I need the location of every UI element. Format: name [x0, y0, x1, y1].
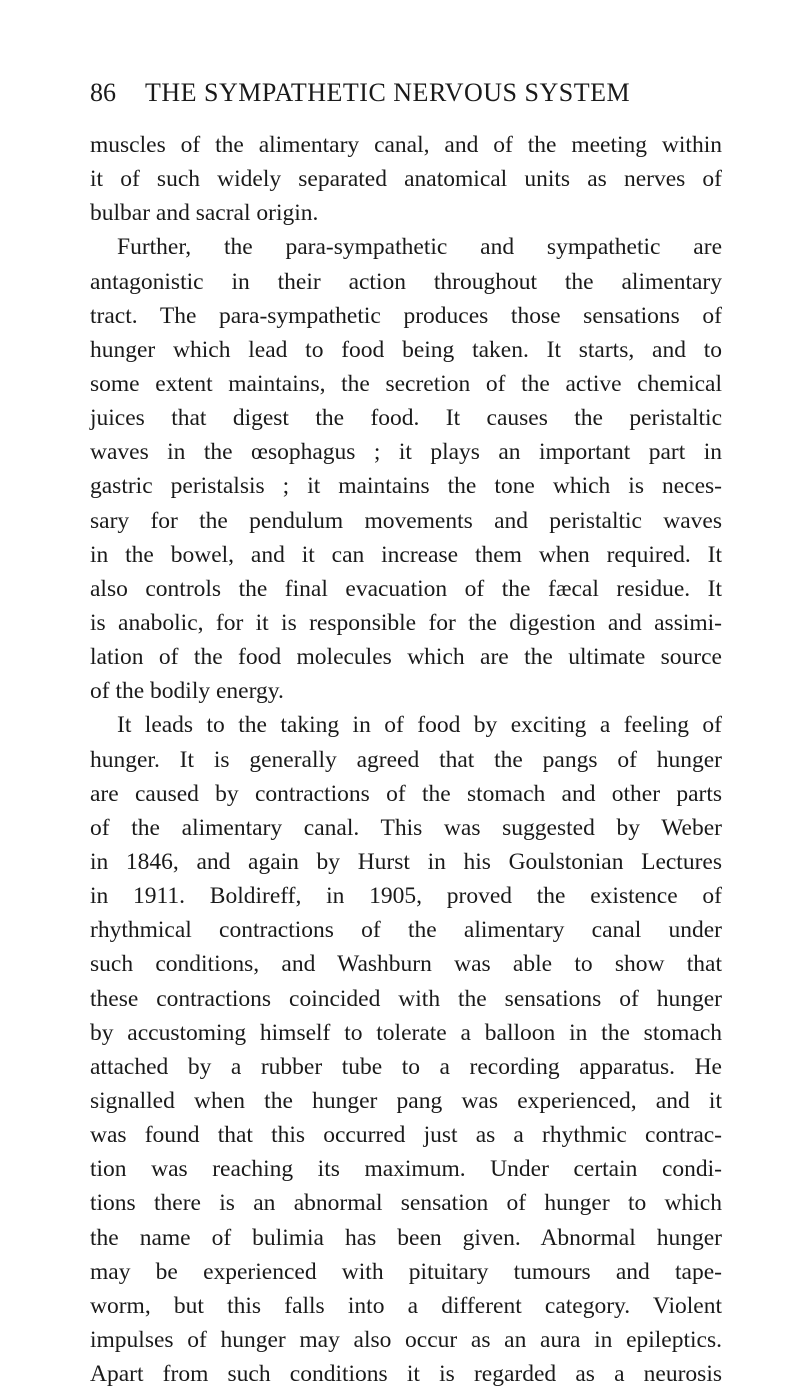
text-line: waves in the œsophagus ; it plays an important part in	[90, 439, 722, 466]
running-head	[90, 76, 720, 110]
text-line: bulbar and sacral origin.	[90, 200, 319, 227]
text-line: muscles of the alimentary canal, and of the meeting within	[90, 132, 722, 158]
text-line: sary for the pendulum movements and peristaltic waves	[90, 507, 722, 534]
text-line: Apart from such conditions it is regarded as a neurosis	[90, 1361, 722, 1388]
text-line: of the bodily energy.	[90, 678, 284, 705]
body-text	[90, 128, 722, 1391]
text-line: in the bowel, and it can increase them when required. It	[90, 541, 722, 568]
text-line: signalled when the hunger pang was experienced, and it	[90, 1087, 722, 1114]
text-line: tions there is an abnormal sensation of hunger to which	[90, 1190, 722, 1217]
running-title: THE SYMPATHETIC NERVOUS SYSTEM	[145, 78, 631, 107]
text-line: is anabolic, for it is responsible for the digestion and assimi-	[90, 609, 722, 636]
page-number: 86	[90, 78, 116, 107]
text-line: are caused by contractions of the stomach and other parts	[90, 780, 722, 807]
text-line: was found that this occurred just as a rhythmic contrac-	[90, 1122, 722, 1149]
text-line: tion was reaching its maximum. Under certain condi-	[90, 1156, 722, 1183]
text-line: hunger. It is generally agreed that the pangs of hunger	[90, 746, 722, 773]
text-line: lation of the food molecules which are the ultimate source	[90, 644, 722, 671]
text-line: hunger which lead to food being taken. It starts, and to	[90, 336, 722, 363]
text-line: tract. The para-sympathetic produces those sensations of	[90, 302, 722, 329]
text-line: in 1846, and again by Hurst in his Goulstonian Lectures	[90, 848, 722, 875]
text-line: also controls the final evacuation of the fæcal residue. It	[90, 575, 722, 602]
text-line: it of such widely separated anatomical units as nerves of	[90, 166, 722, 193]
text-line: by accustoming himself to tolerate a balloon in the stomach	[90, 1019, 722, 1046]
text-line: in 1911. Boldireff, in 1905, proved the existence of	[90, 883, 722, 910]
text-line: gastric peristalsis ; it maintains the tone which is neces-	[90, 473, 722, 500]
text-line: impulses of hunger may also occur as an aura in epileptics.	[90, 1326, 722, 1353]
text-line: the name of bulimia has been given. Abnormal hunger	[90, 1224, 722, 1251]
text-line: Further, the para-sympathetic and sympathetic are	[117, 234, 722, 261]
text-line: these contractions coincided with the sensations of hunger	[90, 985, 722, 1012]
text-line: It leads to the taking in of food by exciting a feeling of	[117, 712, 722, 739]
text-line: some extent maintains, the secretion of the active chemical	[90, 370, 722, 397]
text-line: may be experienced with pituitary tumours and tape-	[90, 1258, 722, 1285]
text-line: rhythmical contractions of the alimentary canal under	[90, 917, 722, 944]
text-line: juices that digest the food. It causes the peristaltic	[90, 405, 722, 432]
text-line: worm, but this falls into a different category. Violent	[90, 1292, 722, 1319]
text-line: of the alimentary canal. This was suggested by Weber	[90, 814, 722, 841]
text-line: such conditions, and Washburn was able to show that	[90, 951, 722, 978]
text-line: antagonistic in their action throughout the alimentary	[90, 268, 722, 295]
text-line: attached by a rubber tube to a recording apparatus. He	[90, 1053, 722, 1080]
